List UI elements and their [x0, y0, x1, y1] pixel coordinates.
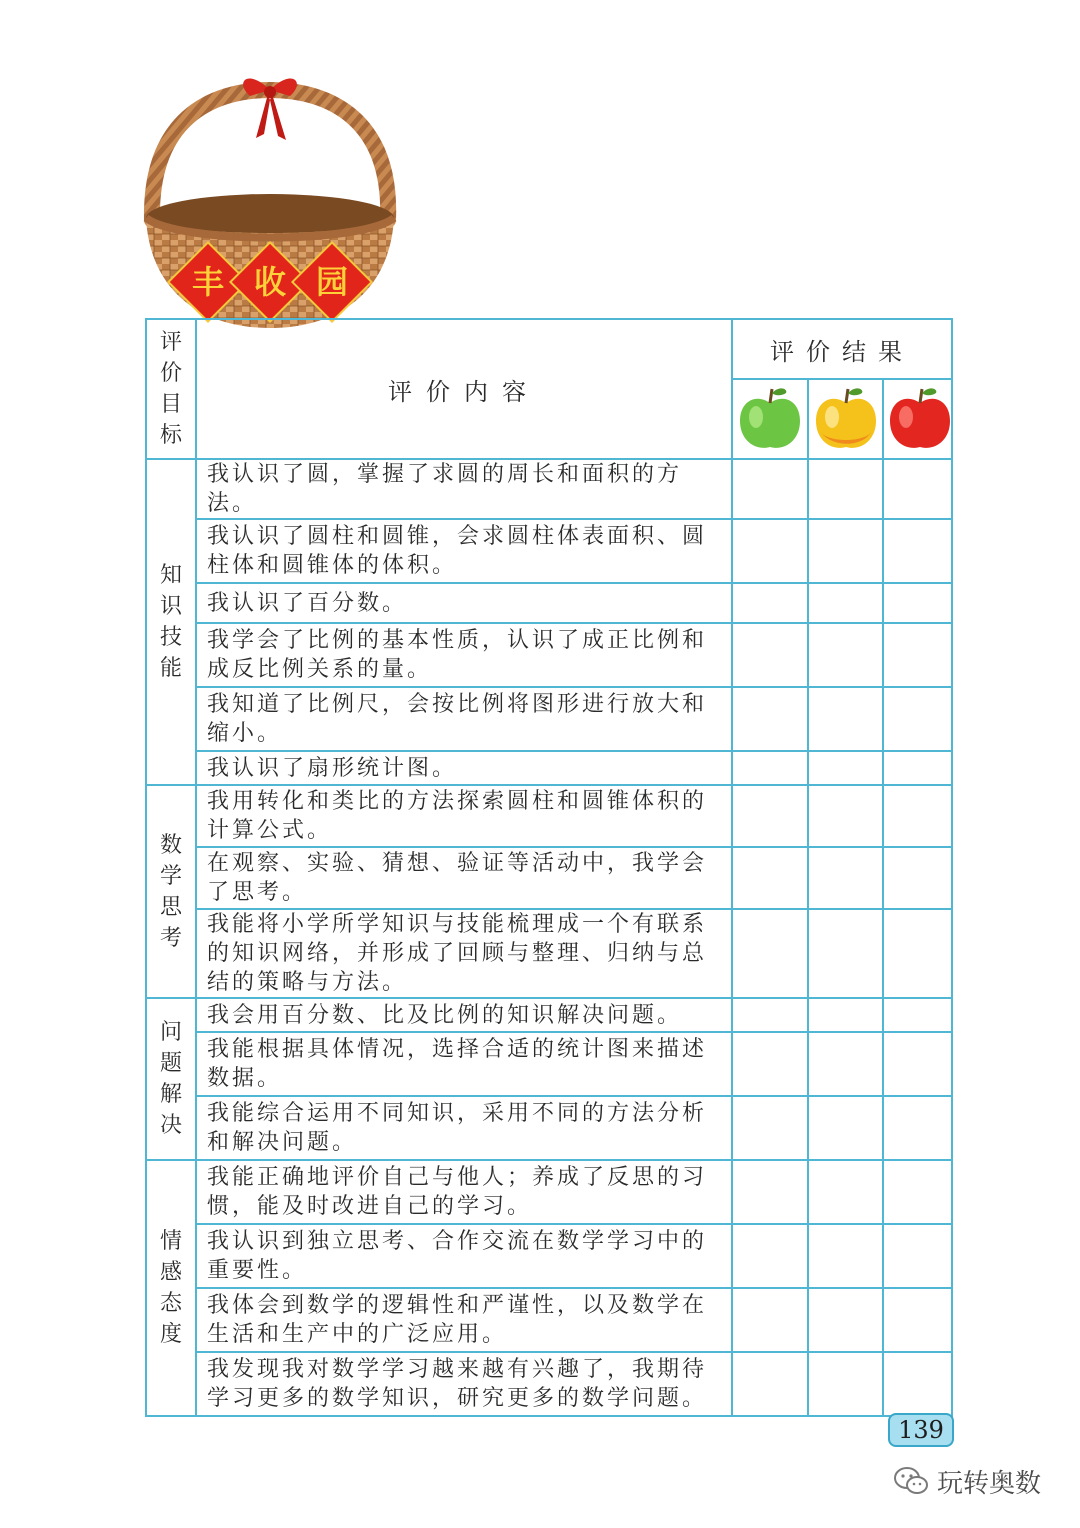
evaluation-item: 我知道了比例尺，会按比例将图形进行放大和缩小。: [196, 687, 732, 751]
rating-cell-green[interactable]: [732, 785, 808, 847]
rating-cell-green[interactable]: [732, 847, 808, 909]
rating-cell-yellow[interactable]: [808, 459, 883, 519]
rating-cell-yellow[interactable]: [808, 583, 883, 623]
rating-cell-green[interactable]: [732, 751, 808, 785]
category-label: 问题解决: [159, 1020, 182, 1138]
yellow-apple-header: [808, 379, 883, 459]
rating-cell-yellow[interactable]: [808, 519, 883, 583]
rating-cell-green[interactable]: [732, 1288, 808, 1352]
header-result-label: 评价结果: [732, 319, 952, 379]
rating-cell-red[interactable]: [883, 623, 952, 687]
rating-cell-red[interactable]: [883, 751, 952, 785]
rating-cell-red[interactable]: [883, 687, 952, 751]
rating-cell-yellow[interactable]: [808, 751, 883, 785]
evaluation-item: 我认识到独立思考、合作交流在数学学习中的重要性。: [196, 1224, 732, 1288]
rating-cell-red[interactable]: [883, 519, 952, 583]
category-label: 情感态度: [159, 1229, 182, 1347]
evaluation-item: 我会用百分数、比及比例的知识解决问题。: [196, 998, 732, 1032]
rating-cell-yellow[interactable]: [808, 998, 883, 1032]
rating-cell-green[interactable]: [732, 1096, 808, 1160]
watermark: [893, 1463, 1041, 1499]
header-target-cell: [146, 319, 196, 459]
evaluation-table: [145, 318, 953, 1417]
rating-cell-red[interactable]: [883, 998, 952, 1032]
red-apple-icon: [884, 383, 956, 455]
watermark-text: 玩转奥数: [937, 1468, 1042, 1499]
rating-cell-green[interactable]: [732, 909, 808, 998]
rating-cell-red[interactable]: [883, 1352, 952, 1416]
rating-cell-green[interactable]: [732, 1352, 808, 1416]
red-apple-header: [883, 379, 952, 459]
evaluation-item: 我用转化和类比的方法探索圆柱和圆锥体积的计算公式。: [196, 785, 732, 847]
harvest-basket-illustration: [130, 60, 410, 340]
rating-cell-green[interactable]: [732, 1224, 808, 1288]
evaluation-item: 我认识了百分数。: [196, 583, 732, 623]
green-apple-icon: [734, 383, 806, 455]
evaluation-item: 我认识了圆柱和圆锥，会求圆柱体表面积、圆柱体和圆锥体的体积。: [196, 519, 732, 583]
header-content-label: 评价内容: [196, 319, 732, 459]
rating-cell-red[interactable]: [883, 1288, 952, 1352]
rating-cell-red[interactable]: [883, 785, 952, 847]
rating-cell-green[interactable]: [732, 998, 808, 1032]
rating-cell-yellow[interactable]: [808, 1032, 883, 1096]
category-emotion-attitude: [146, 1160, 196, 1416]
evaluation-item: 我认识了扇形统计图。: [196, 751, 732, 785]
rating-cell-red[interactable]: [883, 1160, 952, 1224]
evaluation-item: 我能正确地评价自己与他人；养成了反思的习惯，能及时改进自己的学习。: [196, 1160, 732, 1224]
banner-char: 收: [253, 263, 287, 301]
wechat-icon: [893, 1465, 929, 1497]
category-math-thinking: [146, 785, 196, 998]
evaluation-item: 我能综合运用不同知识，采用不同的方法分析和解决问题。: [196, 1096, 732, 1160]
rating-cell-green[interactable]: [732, 519, 808, 583]
evaluation-item: 我认识了圆，掌握了求圆的周长和面积的方法。: [196, 459, 732, 519]
evaluation-item: 我能将小学所学知识与技能梳理成一个有联系的知识网络，并形成了回顾与整理、归纳与总结的策略与方法。: [196, 909, 732, 998]
rating-cell-yellow[interactable]: [808, 1224, 883, 1288]
rating-cell-red[interactable]: [883, 459, 952, 519]
evaluation-item: 在观察、实验、猜想、验证等活动中，我学会了思考。: [196, 847, 732, 909]
rating-cell-green[interactable]: [732, 687, 808, 751]
evaluation-item: 我发现我对数学学习越来越有兴趣了，我期待学习更多的数学知识，研究更多的数学问题。: [196, 1352, 732, 1416]
rating-cell-green[interactable]: [732, 623, 808, 687]
header-target-label: 评价目标: [159, 330, 182, 448]
page-number: 139: [888, 1413, 954, 1447]
category-problem-solving: [146, 998, 196, 1160]
rating-cell-red[interactable]: [883, 583, 952, 623]
rating-cell-yellow[interactable]: [808, 1160, 883, 1224]
rating-cell-red[interactable]: [883, 1224, 952, 1288]
rating-cell-yellow[interactable]: [808, 687, 883, 751]
rating-cell-red[interactable]: [883, 909, 952, 998]
rating-cell-yellow[interactable]: [808, 1096, 883, 1160]
category-label: 数学思考: [159, 832, 182, 951]
evaluation-item: 我能根据具体情况，选择合适的统计图来描述数据。: [196, 1032, 732, 1096]
banner-char: 丰: [191, 263, 225, 301]
rating-cell-red[interactable]: [883, 847, 952, 909]
evaluation-item: 我学会了比例的基本性质，认识了成正比例和成反比例关系的量。: [196, 623, 732, 687]
rating-cell-green[interactable]: [732, 583, 808, 623]
rating-cell-green[interactable]: [732, 459, 808, 519]
green-apple-header: [732, 379, 808, 459]
category-label: 知识技能: [159, 563, 182, 681]
rating-cell-green[interactable]: [732, 1160, 808, 1224]
rating-cell-yellow[interactable]: [808, 909, 883, 998]
yellow-apple-icon: [810, 383, 882, 455]
rating-cell-red[interactable]: [883, 1096, 952, 1160]
rating-cell-yellow[interactable]: [808, 1352, 883, 1416]
rating-cell-yellow[interactable]: [808, 847, 883, 909]
category-knowledge-skills: [146, 459, 196, 785]
rating-cell-yellow[interactable]: [808, 1288, 883, 1352]
evaluation-item: 我体会到数学的逻辑性和严谨性，以及数学在生活和生产中的广泛应用。: [196, 1288, 732, 1352]
rating-cell-red[interactable]: [883, 1032, 952, 1096]
banner-char: 园: [315, 263, 349, 301]
rating-cell-yellow[interactable]: [808, 623, 883, 687]
rating-cell-green[interactable]: [732, 1032, 808, 1096]
rating-cell-yellow[interactable]: [808, 785, 883, 847]
